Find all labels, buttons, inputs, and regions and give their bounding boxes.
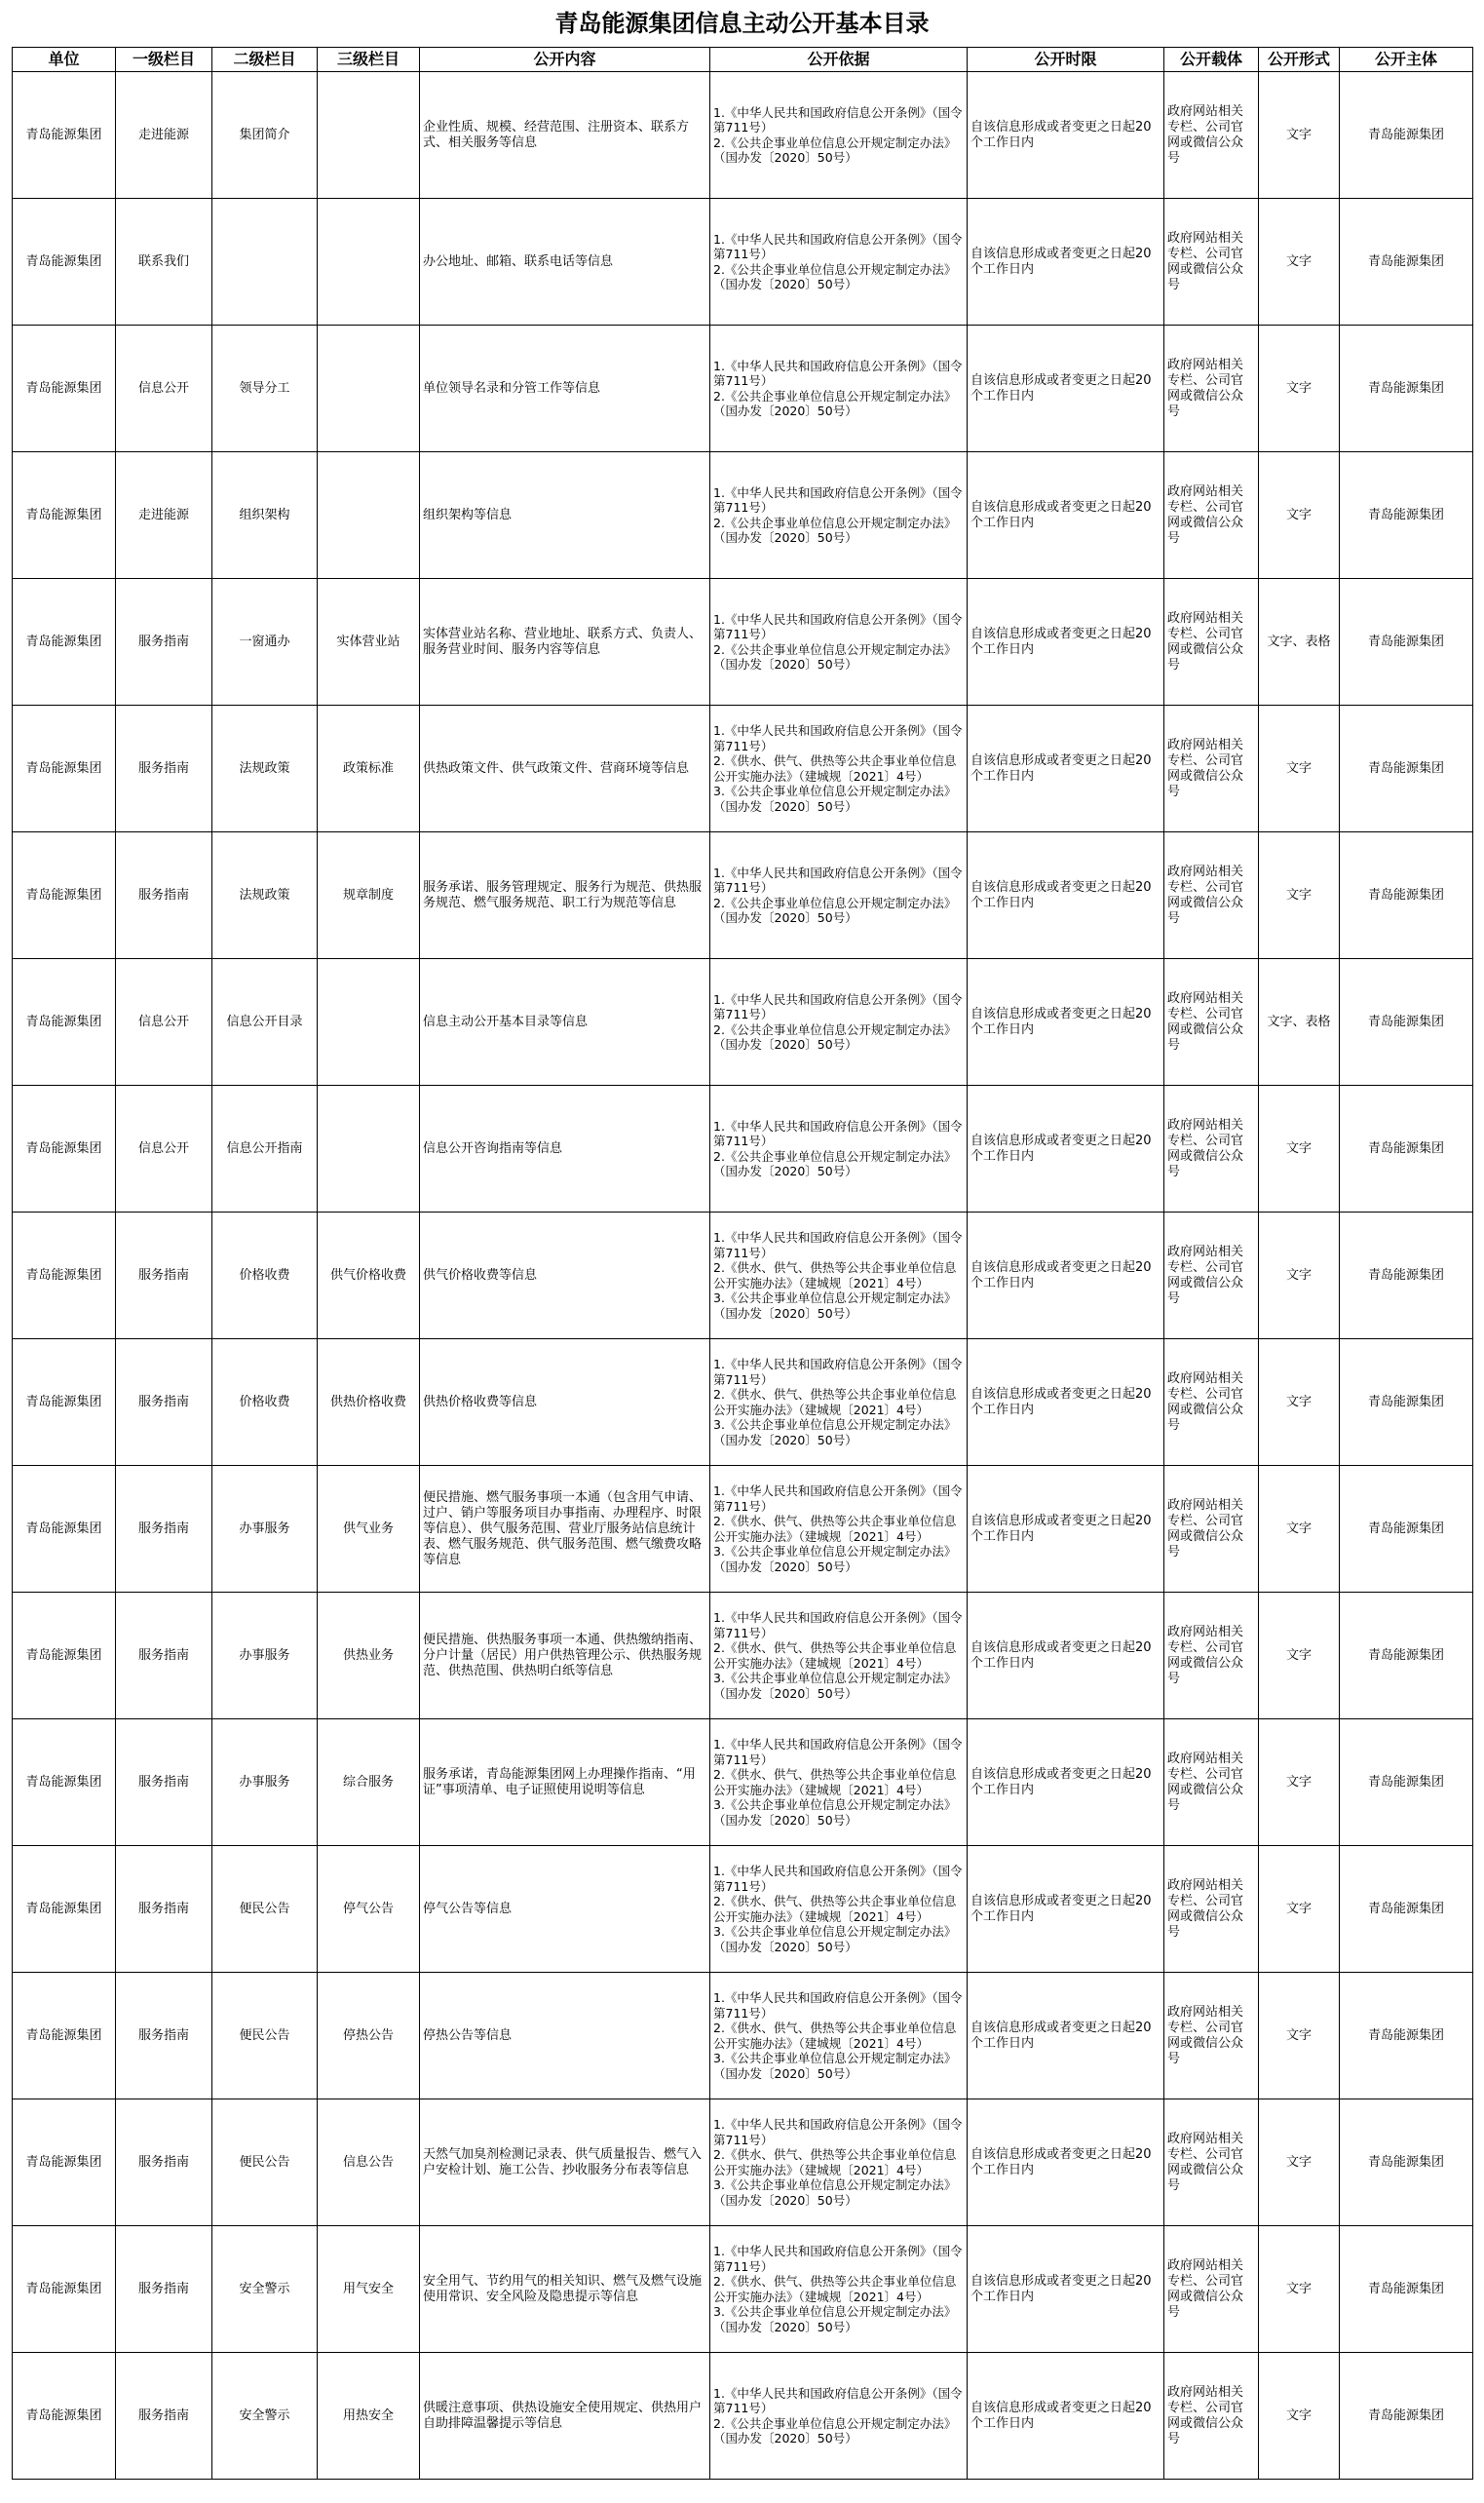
- cell-unit: 青岛能源集团: [13, 1593, 116, 1719]
- cell-form: 文字: [1259, 2226, 1340, 2353]
- cell-basis: 1.《中华人民共和国政府信息公开条例》（国令第711号） 2.《供水、供气、供热等公共企事业单位信息公开实施办法》（建城规〔2021〕4号） 3.《公共企事业单位信息公开规定制定办法》（国办发〔2020〕50号）: [710, 1846, 968, 1973]
- cell-time-limit: 自该信息形成或者变更之日起20个工作日内: [968, 1593, 1164, 1719]
- cell-basis: 1.《中华人民共和国政府信息公开条例》（国令第711号） 2.《公共企事业单位信息公开规定制定办法》（国办发〔2020〕50号）: [710, 579, 968, 706]
- cell-time-limit: 自该信息形成或者变更之日起20个工作日内: [968, 1339, 1164, 1466]
- table-row: [13, 1466, 1473, 1593]
- cell-subject: 青岛能源集团: [1340, 1466, 1473, 1593]
- cell-level1: 联系我们: [116, 199, 212, 326]
- cell-level2: 办事服务: [212, 1719, 318, 1846]
- cell-carrier: 政府网站相关专栏、公司官网或微信公众号: [1164, 1846, 1259, 1973]
- cell-level3: 综合服务: [318, 1719, 420, 1846]
- cell-content: 供气价格收费等信息: [420, 1213, 710, 1339]
- cell-form: 文字: [1259, 1846, 1340, 1973]
- cell-level1: 服务指南: [116, 1213, 212, 1339]
- table-header-row: [13, 48, 1473, 72]
- cell-level2: 办事服务: [212, 1466, 318, 1593]
- cell-subject: 青岛能源集团: [1340, 2226, 1473, 2353]
- cell-level3: 规章制度: [318, 832, 420, 959]
- cell-level2: 便民公告: [212, 2099, 318, 2226]
- cell-level3: 用气安全: [318, 2226, 420, 2353]
- table-row: [13, 1339, 1473, 1466]
- cell-level3: 用热安全: [318, 2353, 420, 2480]
- cell-unit: 青岛能源集团: [13, 199, 116, 326]
- cell-basis: 1.《中华人民共和国政府信息公开条例》（国令第711号） 2.《公共企事业单位信息公开规定制定办法》（国办发〔2020〕50号）: [710, 452, 968, 579]
- cell-carrier: 政府网站相关专栏、公司官网或微信公众号: [1164, 2353, 1259, 2480]
- cell-unit: 青岛能源集团: [13, 706, 116, 832]
- cell-level3: [318, 959, 420, 1086]
- cell-level3: [318, 72, 420, 199]
- cell-time-limit: 自该信息形成或者变更之日起20个工作日内: [968, 2226, 1164, 2353]
- cell-form: 文字: [1259, 1593, 1340, 1719]
- cell-level3: 停热公告: [318, 1973, 420, 2099]
- cell-level2: 便民公告: [212, 1973, 318, 2099]
- cell-level1: 服务指南: [116, 2226, 212, 2353]
- cell-level1: 服务指南: [116, 1719, 212, 1846]
- cell-level2: 便民公告: [212, 1846, 318, 1973]
- cell-content: 实体营业站名称、营业地址、联系方式、负责人、服务营业时间、服务内容等信息: [420, 579, 710, 706]
- cell-carrier: 政府网站相关专栏、公司官网或微信公众号: [1164, 1973, 1259, 2099]
- cell-subject: 青岛能源集团: [1340, 452, 1473, 579]
- table-row: [13, 2099, 1473, 2226]
- cell-unit: 青岛能源集团: [13, 1213, 116, 1339]
- table-row: [13, 326, 1473, 452]
- cell-form: 文字: [1259, 2353, 1340, 2480]
- cell-carrier: 政府网站相关专栏、公司官网或微信公众号: [1164, 832, 1259, 959]
- cell-level1: 服务指南: [116, 1846, 212, 1973]
- cell-unit: 青岛能源集团: [13, 1719, 116, 1846]
- cell-form: 文字: [1259, 452, 1340, 579]
- table-body: [13, 72, 1473, 2480]
- cell-subject: 青岛能源集团: [1340, 832, 1473, 959]
- cell-basis: 1.《中华人民共和国政府信息公开条例》（国令第711号） 2.《公共企事业单位信息公开规定制定办法》（国办发〔2020〕50号）: [710, 326, 968, 452]
- disclosure-catalog-table: [12, 47, 1473, 2480]
- cell-carrier: 政府网站相关专栏、公司官网或微信公众号: [1164, 1719, 1259, 1846]
- cell-subject: 青岛能源集团: [1340, 579, 1473, 706]
- cell-level1: 信息公开: [116, 959, 212, 1086]
- cell-carrier: 政府网站相关专栏、公司官网或微信公众号: [1164, 1466, 1259, 1593]
- cell-content: 信息公开咨询指南等信息: [420, 1086, 710, 1213]
- cell-carrier: 政府网站相关专栏、公司官网或微信公众号: [1164, 959, 1259, 1086]
- cell-level3: [318, 199, 420, 326]
- cell-time-limit: 自该信息形成或者变更之日起20个工作日内: [968, 1973, 1164, 2099]
- table-row: [13, 452, 1473, 579]
- table-row: [13, 72, 1473, 199]
- cell-basis: 1.《中华人民共和国政府信息公开条例》（国令第711号） 2.《公共企事业单位信息公开规定制定办法》（国办发〔2020〕50号）: [710, 2353, 968, 2480]
- cell-content: 供热价格收费等信息: [420, 1339, 710, 1466]
- cell-content: 天然气加臭剂检测记录表、供气质量报告、燃气入户安检计划、施工公告、抄收服务分布表等信息: [420, 2099, 710, 2226]
- cell-subject: 青岛能源集团: [1340, 706, 1473, 832]
- header-form: 公开形式: [1259, 48, 1340, 72]
- cell-subject: 青岛能源集团: [1340, 2353, 1473, 2480]
- cell-carrier: 政府网站相关专栏、公司官网或微信公众号: [1164, 1339, 1259, 1466]
- cell-form: 文字: [1259, 199, 1340, 326]
- cell-subject: 青岛能源集团: [1340, 1719, 1473, 1846]
- cell-content: 服务承诺，青岛能源集团网上办理操作指南、“用证”事项清单、电子证照使用说明等信息: [420, 1719, 710, 1846]
- cell-basis: 1.《中华人民共和国政府信息公开条例》（国令第711号） 2.《公共企事业单位信息公开规定制定办法》（国办发〔2020〕50号）: [710, 832, 968, 959]
- table-row: [13, 706, 1473, 832]
- cell-time-limit: 自该信息形成或者变更之日起20个工作日内: [968, 1846, 1164, 1973]
- cell-unit: 青岛能源集团: [13, 832, 116, 959]
- cell-time-limit: 自该信息形成或者变更之日起20个工作日内: [968, 959, 1164, 1086]
- cell-basis: 1.《中华人民共和国政府信息公开条例》（国令第711号） 2.《供水、供气、供热等公共企事业单位信息公开实施办法》（建城规〔2021〕4号） 3.《公共企事业单位信息公开规定制定办法》（国办发〔2020〕50号）: [710, 706, 968, 832]
- table-row: [13, 2353, 1473, 2480]
- table-row: [13, 959, 1473, 1086]
- cell-form: 文字: [1259, 832, 1340, 959]
- cell-subject: 青岛能源集团: [1340, 1593, 1473, 1719]
- cell-form: 文字: [1259, 326, 1340, 452]
- cell-level2: [212, 199, 318, 326]
- cell-content: 企业性质、规模、经营范围、注册资本、联系方式、相关服务等信息: [420, 72, 710, 199]
- cell-level2: 一窗通办: [212, 579, 318, 706]
- cell-level2: 组织架构: [212, 452, 318, 579]
- header-basis: 公开依据: [710, 48, 968, 72]
- cell-time-limit: 自该信息形成或者变更之日起20个工作日内: [968, 326, 1164, 452]
- cell-basis: 1.《中华人民共和国政府信息公开条例》（国令第711号） 2.《公共企事业单位信息公开规定制定办法》（国办发〔2020〕50号）: [710, 199, 968, 326]
- cell-carrier: 政府网站相关专栏、公司官网或微信公众号: [1164, 72, 1259, 199]
- cell-unit: 青岛能源集团: [13, 579, 116, 706]
- cell-carrier: 政府网站相关专栏、公司官网或微信公众号: [1164, 326, 1259, 452]
- cell-level3: [318, 326, 420, 452]
- cell-time-limit: 自该信息形成或者变更之日起20个工作日内: [968, 2099, 1164, 2226]
- cell-basis: 1.《中华人民共和国政府信息公开条例》（国令第711号） 2.《供水、供气、供热等公共企事业单位信息公开实施办法》（建城规〔2021〕4号） 3.《公共企事业单位信息公开规定制定办法》（国办发〔2020〕50号）: [710, 1339, 968, 1466]
- cell-time-limit: 自该信息形成或者变更之日起20个工作日内: [968, 199, 1164, 326]
- cell-form: 文字、表格: [1259, 959, 1340, 1086]
- cell-level3: 实体营业站: [318, 579, 420, 706]
- cell-level2: 价格收费: [212, 1213, 318, 1339]
- cell-level1: 服务指南: [116, 1593, 212, 1719]
- table-row: [13, 832, 1473, 959]
- cell-subject: 青岛能源集团: [1340, 1846, 1473, 1973]
- cell-level1: 信息公开: [116, 1086, 212, 1213]
- cell-time-limit: 自该信息形成或者变更之日起20个工作日内: [968, 1719, 1164, 1846]
- cell-time-limit: 自该信息形成或者变更之日起20个工作日内: [968, 2353, 1164, 2480]
- cell-basis: 1.《中华人民共和国政府信息公开条例》（国令第711号） 2.《供水、供气、供热等公共企事业单位信息公开实施办法》（建城规〔2021〕4号） 3.《公共企事业单位信息公开规定制定办法》（国办发〔2020〕50号）: [710, 1719, 968, 1846]
- header-level1: 一级栏目: [116, 48, 212, 72]
- table-row: [13, 1086, 1473, 1213]
- cell-unit: 青岛能源集团: [13, 2099, 116, 2226]
- cell-carrier: 政府网站相关专栏、公司官网或微信公众号: [1164, 1213, 1259, 1339]
- header-unit: 单位: [13, 48, 116, 72]
- cell-level2: 价格收费: [212, 1339, 318, 1466]
- cell-form: 文字: [1259, 1086, 1340, 1213]
- cell-time-limit: 自该信息形成或者变更之日起20个工作日内: [968, 1466, 1164, 1593]
- cell-unit: 青岛能源集团: [13, 959, 116, 1086]
- cell-time-limit: 自该信息形成或者变更之日起20个工作日内: [968, 706, 1164, 832]
- cell-time-limit: 自该信息形成或者变更之日起20个工作日内: [968, 72, 1164, 199]
- cell-basis: 1.《中华人民共和国政府信息公开条例》（国令第711号） 2.《供水、供气、供热等公共企事业单位信息公开实施办法》（建城规〔2021〕4号） 3.《公共企事业单位信息公开规定制定办法》（国办发〔2020〕50号）: [710, 2099, 968, 2226]
- header-carrier: 公开载体: [1164, 48, 1259, 72]
- cell-level1: 服务指南: [116, 2099, 212, 2226]
- cell-level2: 集团简介: [212, 72, 318, 199]
- table-row: [13, 1593, 1473, 1719]
- cell-carrier: 政府网站相关专栏、公司官网或微信公众号: [1164, 1086, 1259, 1213]
- cell-carrier: 政府网站相关专栏、公司官网或微信公众号: [1164, 2099, 1259, 2226]
- cell-time-limit: 自该信息形成或者变更之日起20个工作日内: [968, 832, 1164, 959]
- cell-basis: 1.《中华人民共和国政府信息公开条例》（国令第711号） 2.《公共企事业单位信息公开规定制定办法》（国办发〔2020〕50号）: [710, 959, 968, 1086]
- header-level2: 二级栏目: [212, 48, 318, 72]
- cell-basis: 1.《中华人民共和国政府信息公开条例》（国令第711号） 2.《供水、供气、供热等公共企事业单位信息公开实施办法》（建城规〔2021〕4号） 3.《公共企事业单位信息公开规定制定办法》（国办发〔2020〕50号）: [710, 1466, 968, 1593]
- cell-content: 单位领导名录和分管工作等信息: [420, 326, 710, 452]
- cell-content: 安全用气、节约用气的相关知识、燃气及燃气设施使用常识、安全风险及隐患提示等信息: [420, 2226, 710, 2353]
- cell-content: 便民措施、供热服务事项一本通、供热缴纳指南、分户计量（居民）用户供热管理公示、供热服务规范、供热范围、供热明白纸等信息: [420, 1593, 710, 1719]
- cell-level3: 供气价格收费: [318, 1213, 420, 1339]
- cell-basis: 1.《中华人民共和国政府信息公开条例》（国令第711号） 2.《供水、供气、供热等公共企事业单位信息公开实施办法》（建城规〔2021〕4号） 3.《公共企事业单位信息公开规定制定办法》（国办发〔2020〕50号）: [710, 1973, 968, 2099]
- cell-level2: 法规政策: [212, 832, 318, 959]
- cell-subject: 青岛能源集团: [1340, 326, 1473, 452]
- cell-carrier: 政府网站相关专栏、公司官网或微信公众号: [1164, 452, 1259, 579]
- cell-subject: 青岛能源集团: [1340, 2099, 1473, 2226]
- cell-unit: 青岛能源集团: [13, 1466, 116, 1593]
- table-row: [13, 579, 1473, 706]
- cell-level3: [318, 452, 420, 579]
- cell-level1: 服务指南: [116, 1973, 212, 2099]
- header-subject: 公开主体: [1340, 48, 1473, 72]
- cell-time-limit: 自该信息形成或者变更之日起20个工作日内: [968, 1213, 1164, 1339]
- cell-form: 文字、表格: [1259, 579, 1340, 706]
- cell-subject: 青岛能源集团: [1340, 1213, 1473, 1339]
- cell-unit: 青岛能源集团: [13, 326, 116, 452]
- cell-level1: 走进能源: [116, 452, 212, 579]
- table-row: [13, 1973, 1473, 2099]
- cell-level2: 法规政策: [212, 706, 318, 832]
- header-level3: 三级栏目: [318, 48, 420, 72]
- cell-subject: 青岛能源集团: [1340, 959, 1473, 1086]
- cell-content: 信息主动公开基本目录等信息: [420, 959, 710, 1086]
- cell-subject: 青岛能源集团: [1340, 1086, 1473, 1213]
- cell-subject: 青岛能源集团: [1340, 1973, 1473, 2099]
- cell-basis: 1.《中华人民共和国政府信息公开条例》（国令第711号） 2.《供水、供气、供热等公共企事业单位信息公开实施办法》（建城规〔2021〕4号） 3.《公共企事业单位信息公开规定制定办法》（国办发〔2020〕50号）: [710, 1593, 968, 1719]
- cell-level2: 办事服务: [212, 1593, 318, 1719]
- header-content: 公开内容: [420, 48, 710, 72]
- cell-level1: 服务指南: [116, 2353, 212, 2480]
- cell-content: 服务承诺、服务管理规定、服务行为规范、供热服务规范、燃气服务规范、职工行为规范等信息: [420, 832, 710, 959]
- cell-subject: 青岛能源集团: [1340, 199, 1473, 326]
- page-title: 青岛能源集团信息主动公开基本目录: [554, 10, 930, 37]
- cell-basis: 1.《中华人民共和国政府信息公开条例》（国令第711号） 2.《供水、供气、供热等公共企事业单位信息公开实施办法》（建城规〔2021〕4号） 3.《公共企事业单位信息公开规定制定办法》（国办发〔2020〕50号）: [710, 1213, 968, 1339]
- cell-content: 办公地址、邮箱、联系电话等信息: [420, 199, 710, 326]
- cell-unit: 青岛能源集团: [13, 2226, 116, 2353]
- cell-level2: 安全警示: [212, 2226, 318, 2353]
- cell-content: 供热政策文件、供气政策文件、营商环境等信息: [420, 706, 710, 832]
- cell-carrier: 政府网站相关专栏、公司官网或微信公众号: [1164, 706, 1259, 832]
- cell-level2: 信息公开目录: [212, 959, 318, 1086]
- cell-time-limit: 自该信息形成或者变更之日起20个工作日内: [968, 452, 1164, 579]
- cell-level3: 供气业务: [318, 1466, 420, 1593]
- cell-carrier: 政府网站相关专栏、公司官网或微信公众号: [1164, 1593, 1259, 1719]
- cell-unit: 青岛能源集团: [13, 1973, 116, 2099]
- cell-unit: 青岛能源集团: [13, 1086, 116, 1213]
- cell-subject: 青岛能源集团: [1340, 72, 1473, 199]
- table-row: [13, 1719, 1473, 1846]
- cell-level2: 领导分工: [212, 326, 318, 452]
- cell-content: 便民措施、燃气服务事项一本通（包含用气申请、过户、销户等服务项目办事指南、办理程序、时限等信息）、供气服务范围、营业厅服务站信息统计表、燃气服务规范、供气服务范围、燃气缴费攻略等信息: [420, 1466, 710, 1593]
- cell-content: 停气公告等信息: [420, 1846, 710, 1973]
- table-row: [13, 1213, 1473, 1339]
- cell-basis: 1.《中华人民共和国政府信息公开条例》（国令第711号） 2.《公共企事业单位信息公开规定制定办法》（国办发〔2020〕50号）: [710, 72, 968, 199]
- cell-level1: 走进能源: [116, 72, 212, 199]
- cell-carrier: 政府网站相关专栏、公司官网或微信公众号: [1164, 579, 1259, 706]
- cell-form: 文字: [1259, 1466, 1340, 1593]
- cell-form: 文字: [1259, 1973, 1340, 2099]
- cell-level3: [318, 1086, 420, 1213]
- cell-level3: 政策标准: [318, 706, 420, 832]
- cell-basis: 1.《中华人民共和国政府信息公开条例》（国令第711号） 2.《供水、供气、供热等公共企事业单位信息公开实施办法》（建城规〔2021〕4号） 3.《公共企事业单位信息公开规定制定办法》（国办发〔2020〕50号）: [710, 2226, 968, 2353]
- table-row: [13, 2226, 1473, 2353]
- cell-content: 供暖注意事项、供热设施安全使用规定、供热用户自助排障温馨提示等信息: [420, 2353, 710, 2480]
- cell-unit: 青岛能源集团: [13, 1846, 116, 1973]
- cell-form: 文字: [1259, 2099, 1340, 2226]
- cell-unit: 青岛能源集团: [13, 1339, 116, 1466]
- cell-level3: 停气公告: [318, 1846, 420, 1973]
- cell-time-limit: 自该信息形成或者变更之日起20个工作日内: [968, 579, 1164, 706]
- cell-time-limit: 自该信息形成或者变更之日起20个工作日内: [968, 1086, 1164, 1213]
- cell-content: 停热公告等信息: [420, 1973, 710, 2099]
- cell-content: 组织架构等信息: [420, 452, 710, 579]
- cell-level1: 服务指南: [116, 1339, 212, 1466]
- cell-level3: 供热业务: [318, 1593, 420, 1719]
- cell-form: 文字: [1259, 1339, 1340, 1466]
- cell-level1: 服务指南: [116, 832, 212, 959]
- cell-form: 文字: [1259, 72, 1340, 199]
- cell-carrier: 政府网站相关专栏、公司官网或微信公众号: [1164, 2226, 1259, 2353]
- cell-form: 文字: [1259, 706, 1340, 832]
- cell-form: 文字: [1259, 1719, 1340, 1846]
- cell-level2: 安全警示: [212, 2353, 318, 2480]
- table-row: [13, 199, 1473, 326]
- cell-basis: 1.《中华人民共和国政府信息公开条例》（国令第711号） 2.《公共企事业单位信息公开规定制定办法》（国办发〔2020〕50号）: [710, 1086, 968, 1213]
- header-time-limit: 公开时限: [968, 48, 1164, 72]
- cell-level3: 信息公告: [318, 2099, 420, 2226]
- cell-level1: 服务指南: [116, 1466, 212, 1593]
- cell-level2: 信息公开指南: [212, 1086, 318, 1213]
- cell-unit: 青岛能源集团: [13, 2353, 116, 2480]
- table-row: [13, 1846, 1473, 1973]
- cell-unit: 青岛能源集团: [13, 452, 116, 579]
- cell-level1: 服务指南: [116, 579, 212, 706]
- cell-level1: 服务指南: [116, 706, 212, 832]
- cell-level3: 供热价格收费: [318, 1339, 420, 1466]
- cell-form: 文字: [1259, 1213, 1340, 1339]
- cell-level1: 信息公开: [116, 326, 212, 452]
- cell-carrier: 政府网站相关专栏、公司官网或微信公众号: [1164, 199, 1259, 326]
- cell-subject: 青岛能源集团: [1340, 1339, 1473, 1466]
- cell-unit: 青岛能源集团: [13, 72, 116, 199]
